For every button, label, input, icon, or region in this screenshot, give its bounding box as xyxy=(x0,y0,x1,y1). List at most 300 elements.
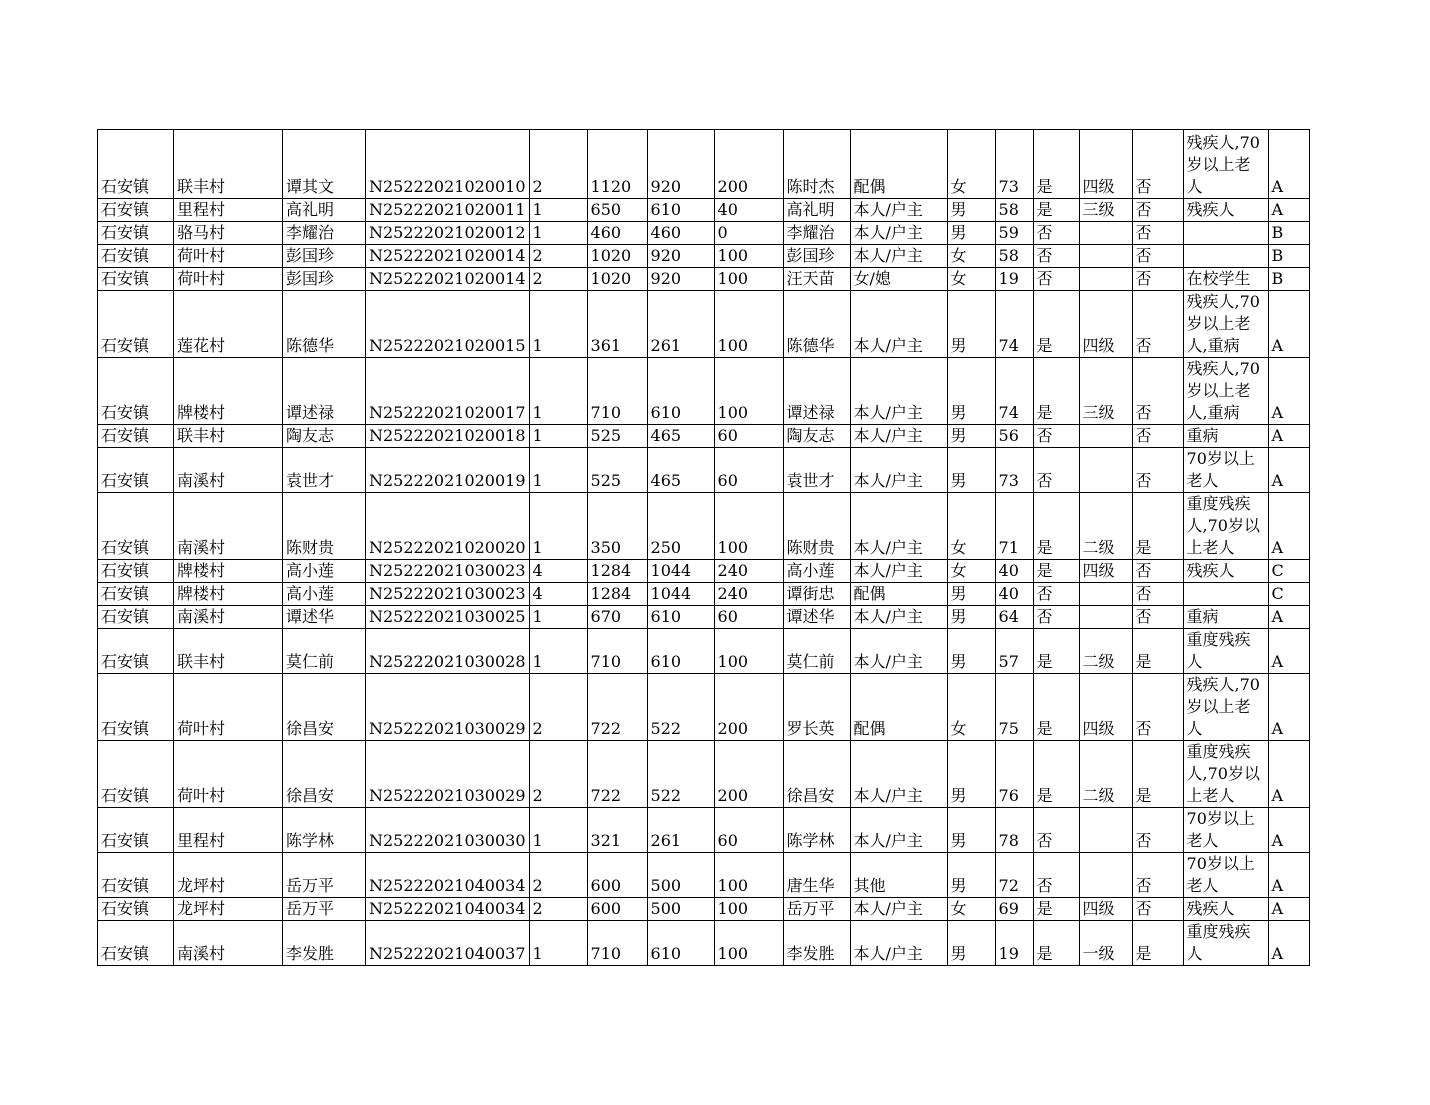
gender-cell: 男 xyxy=(947,741,995,808)
disability-level-cell: 四级 xyxy=(1079,291,1132,358)
household-size-cell: 1 xyxy=(529,606,587,629)
category-note-cell xyxy=(1183,583,1268,606)
severe-flag-cell: 是 xyxy=(1132,629,1183,674)
category-note-cell: 残疾人 xyxy=(1183,898,1268,921)
subtotal-cell: 1044 xyxy=(647,583,714,606)
member-name-cell: 汪天苗 xyxy=(783,268,850,291)
subtotal-cell: 920 xyxy=(647,245,714,268)
gender-cell: 男 xyxy=(947,583,995,606)
town-cell: 石安镇 xyxy=(98,291,174,358)
category-note-cell: 残疾人 xyxy=(1183,560,1268,583)
category-note-cell: 重病 xyxy=(1183,425,1268,448)
severe-flag-cell: 是 xyxy=(1132,741,1183,808)
disabled-flag-cell: 是 xyxy=(1033,291,1079,358)
household-size-cell: 1 xyxy=(529,199,587,222)
grade-cell: C xyxy=(1268,560,1309,583)
town-cell: 石安镇 xyxy=(98,448,174,493)
household-id-cell: N25222021020019 xyxy=(366,448,530,493)
member-name-cell: 罗长英 xyxy=(783,674,850,741)
severe-flag-cell: 否 xyxy=(1132,448,1183,493)
household-size-cell: 4 xyxy=(529,560,587,583)
town-cell: 石安镇 xyxy=(98,898,174,921)
household-id-cell: N25222021040037 xyxy=(366,921,530,966)
village-cell: 龙坪村 xyxy=(174,898,283,921)
village-cell: 联丰村 xyxy=(174,425,283,448)
severe-flag-cell: 是 xyxy=(1132,493,1183,560)
gender-cell: 女 xyxy=(947,560,995,583)
severe-flag-cell: 否 xyxy=(1132,222,1183,245)
village-cell: 南溪村 xyxy=(174,921,283,966)
subsidy-cell: 100 xyxy=(714,921,783,966)
town-cell: 石安镇 xyxy=(98,606,174,629)
subtotal-cell: 460 xyxy=(647,222,714,245)
village-cell: 南溪村 xyxy=(174,606,283,629)
household-id-cell: N25222021030030 xyxy=(366,808,530,853)
disabled-flag-cell: 否 xyxy=(1033,606,1079,629)
table-row xyxy=(98,853,1310,898)
age-cell: 40 xyxy=(995,583,1033,606)
village-cell: 南溪村 xyxy=(174,493,283,560)
grade-cell: A xyxy=(1268,808,1309,853)
gender-cell: 男 xyxy=(947,425,995,448)
town-cell: 石安镇 xyxy=(98,674,174,741)
household-size-cell: 1 xyxy=(529,921,587,966)
subsidy-cell: 60 xyxy=(714,606,783,629)
total-cell: 1020 xyxy=(587,245,647,268)
severe-flag-cell: 否 xyxy=(1132,130,1183,199)
disability-level-cell xyxy=(1079,583,1132,606)
household-id-cell: N25222021020014 xyxy=(366,268,530,291)
gender-cell: 女 xyxy=(947,245,995,268)
disabled-flag-cell: 否 xyxy=(1033,245,1079,268)
grade-cell: A xyxy=(1268,629,1309,674)
disability-level-cell xyxy=(1079,808,1132,853)
grade-cell: A xyxy=(1268,674,1309,741)
table-row xyxy=(98,921,1310,966)
household-id-cell: N25222021030029 xyxy=(366,741,530,808)
gender-cell: 男 xyxy=(947,448,995,493)
disability-level-cell: 四级 xyxy=(1079,130,1132,199)
grade-cell: C xyxy=(1268,583,1309,606)
town-cell: 石安镇 xyxy=(98,199,174,222)
disability-level-cell: 三级 xyxy=(1079,199,1132,222)
grade-cell: A xyxy=(1268,358,1309,425)
town-cell: 石安镇 xyxy=(98,425,174,448)
household-id-cell: N25222021020018 xyxy=(366,425,530,448)
subsidy-cell: 100 xyxy=(714,493,783,560)
disabled-flag-cell: 否 xyxy=(1033,425,1079,448)
category-note-cell: 重度残疾人 xyxy=(1183,921,1268,966)
category-note-cell: 残疾人 xyxy=(1183,199,1268,222)
disabled-flag-cell: 否 xyxy=(1033,448,1079,493)
householder-cell: 岳万平 xyxy=(283,898,366,921)
table-row xyxy=(98,493,1310,560)
grade-cell: A xyxy=(1268,493,1309,560)
grade-cell: A xyxy=(1268,606,1309,629)
severe-flag-cell: 否 xyxy=(1132,199,1183,222)
disabled-flag-cell: 否 xyxy=(1033,222,1079,245)
subsidy-cell: 100 xyxy=(714,629,783,674)
member-name-cell: 陈德华 xyxy=(783,291,850,358)
household-size-cell: 1 xyxy=(529,222,587,245)
householder-cell: 陈德华 xyxy=(283,291,366,358)
disability-level-cell: 二级 xyxy=(1079,629,1132,674)
grade-cell: B xyxy=(1268,245,1309,268)
grade-cell: A xyxy=(1268,921,1309,966)
householder-cell: 李发胜 xyxy=(283,921,366,966)
householder-cell: 徐昌安 xyxy=(283,741,366,808)
household-size-cell: 2 xyxy=(529,268,587,291)
table-row xyxy=(98,898,1310,921)
member-name-cell: 陈财贵 xyxy=(783,493,850,560)
age-cell: 57 xyxy=(995,629,1033,674)
relation-cell: 本人/户主 xyxy=(850,921,947,966)
town-cell: 石安镇 xyxy=(98,921,174,966)
table-row xyxy=(98,291,1310,358)
gender-cell: 男 xyxy=(947,853,995,898)
disability-level-cell: 一级 xyxy=(1079,921,1132,966)
subtotal-cell: 465 xyxy=(647,425,714,448)
disability-level-cell xyxy=(1079,222,1132,245)
disability-level-cell xyxy=(1079,245,1132,268)
relation-cell: 本人/户主 xyxy=(850,222,947,245)
subsidy-cell: 60 xyxy=(714,808,783,853)
village-cell: 荷叶村 xyxy=(174,741,283,808)
household-id-cell: N25222021030023 xyxy=(366,583,530,606)
severe-flag-cell: 否 xyxy=(1132,808,1183,853)
gender-cell: 女 xyxy=(947,898,995,921)
total-cell: 1284 xyxy=(587,560,647,583)
subsidy-cell: 100 xyxy=(714,853,783,898)
age-cell: 74 xyxy=(995,358,1033,425)
relation-cell: 其他 xyxy=(850,853,947,898)
household-id-cell: N25222021020010 xyxy=(366,130,530,199)
village-cell: 联丰村 xyxy=(174,629,283,674)
householder-cell: 岳万平 xyxy=(283,853,366,898)
gender-cell: 女 xyxy=(947,674,995,741)
total-cell: 710 xyxy=(587,358,647,425)
relation-cell: 本人/户主 xyxy=(850,808,947,853)
household-size-cell: 1 xyxy=(529,425,587,448)
village-cell: 荷叶村 xyxy=(174,245,283,268)
age-cell: 58 xyxy=(995,199,1033,222)
subtotal-cell: 500 xyxy=(647,898,714,921)
total-cell: 710 xyxy=(587,629,647,674)
total-cell: 722 xyxy=(587,674,647,741)
household-size-cell: 2 xyxy=(529,674,587,741)
relation-cell: 本人/户主 xyxy=(850,493,947,560)
relation-cell: 本人/户主 xyxy=(850,199,947,222)
relation-cell: 本人/户主 xyxy=(850,741,947,808)
grade-cell: B xyxy=(1268,222,1309,245)
age-cell: 19 xyxy=(995,921,1033,966)
relation-cell: 配偶 xyxy=(850,130,947,199)
gender-cell: 男 xyxy=(947,291,995,358)
household-size-cell: 2 xyxy=(529,130,587,199)
subtotal-cell: 261 xyxy=(647,291,714,358)
disabled-flag-cell: 否 xyxy=(1033,808,1079,853)
village-cell: 联丰村 xyxy=(174,130,283,199)
disability-level-cell: 四级 xyxy=(1079,560,1132,583)
grade-cell: B xyxy=(1268,268,1309,291)
total-cell: 1020 xyxy=(587,268,647,291)
table-row xyxy=(98,583,1310,606)
household-id-cell: N25222021030028 xyxy=(366,629,530,674)
gender-cell: 女 xyxy=(947,268,995,291)
grade-cell: A xyxy=(1268,291,1309,358)
householder-cell: 李耀治 xyxy=(283,222,366,245)
disability-level-cell xyxy=(1079,268,1132,291)
householder-cell: 陈财贵 xyxy=(283,493,366,560)
subtotal-cell: 610 xyxy=(647,629,714,674)
age-cell: 72 xyxy=(995,853,1033,898)
householder-cell: 谭述华 xyxy=(283,606,366,629)
town-cell: 石安镇 xyxy=(98,493,174,560)
gender-cell: 女 xyxy=(947,493,995,560)
subtotal-cell: 610 xyxy=(647,199,714,222)
village-cell: 里程村 xyxy=(174,199,283,222)
category-note-cell: 重度残疾人,70岁以上老人 xyxy=(1183,741,1268,808)
total-cell: 670 xyxy=(587,606,647,629)
householder-cell: 高小莲 xyxy=(283,583,366,606)
table-row xyxy=(98,808,1310,853)
household-size-cell: 1 xyxy=(529,493,587,560)
relation-cell: 女/媳 xyxy=(850,268,947,291)
severe-flag-cell: 否 xyxy=(1132,291,1183,358)
householder-cell: 徐昌安 xyxy=(283,674,366,741)
table-row xyxy=(98,741,1310,808)
category-note-cell: 残疾人,70岁以上老人,重病 xyxy=(1183,358,1268,425)
relation-cell: 本人/户主 xyxy=(850,448,947,493)
subsidy-cell: 100 xyxy=(714,358,783,425)
householder-cell: 袁世才 xyxy=(283,448,366,493)
table-row xyxy=(98,268,1310,291)
village-cell: 牌楼村 xyxy=(174,358,283,425)
householder-cell: 莫仁前 xyxy=(283,629,366,674)
town-cell: 石安镇 xyxy=(98,358,174,425)
town-cell: 石安镇 xyxy=(98,808,174,853)
gender-cell: 男 xyxy=(947,606,995,629)
disabled-flag-cell: 是 xyxy=(1033,130,1079,199)
village-cell: 荷叶村 xyxy=(174,674,283,741)
total-cell: 1120 xyxy=(587,130,647,199)
severe-flag-cell: 否 xyxy=(1132,560,1183,583)
gender-cell: 男 xyxy=(947,199,995,222)
category-note-cell: 残疾人,70岁以上老人 xyxy=(1183,130,1268,199)
grade-cell: A xyxy=(1268,898,1309,921)
disabled-flag-cell: 否 xyxy=(1033,583,1079,606)
category-note-cell: 70岁以上老人 xyxy=(1183,853,1268,898)
gender-cell: 男 xyxy=(947,808,995,853)
household-id-cell: N25222021020014 xyxy=(366,245,530,268)
household-size-cell: 1 xyxy=(529,808,587,853)
relation-cell: 配偶 xyxy=(850,583,947,606)
subsidy-cell: 60 xyxy=(714,425,783,448)
village-cell: 骆马村 xyxy=(174,222,283,245)
subsidy-cell: 200 xyxy=(714,741,783,808)
disabled-flag-cell: 是 xyxy=(1033,199,1079,222)
member-name-cell: 彭国珍 xyxy=(783,245,850,268)
village-cell: 荷叶村 xyxy=(174,268,283,291)
grade-cell: A xyxy=(1268,425,1309,448)
category-note-cell: 70岁以上老人 xyxy=(1183,808,1268,853)
total-cell: 350 xyxy=(587,493,647,560)
grade-cell: A xyxy=(1268,130,1309,199)
subtotal-cell: 610 xyxy=(647,358,714,425)
household-id-cell: N25222021020020 xyxy=(366,493,530,560)
town-cell: 石安镇 xyxy=(98,853,174,898)
disabled-flag-cell: 是 xyxy=(1033,674,1079,741)
severe-flag-cell: 是 xyxy=(1132,921,1183,966)
relation-cell: 本人/户主 xyxy=(850,291,947,358)
subtotal-cell: 500 xyxy=(647,853,714,898)
age-cell: 56 xyxy=(995,425,1033,448)
table-row xyxy=(98,674,1310,741)
subsidy-cell: 60 xyxy=(714,448,783,493)
member-name-cell: 谭述华 xyxy=(783,606,850,629)
severe-flag-cell: 否 xyxy=(1132,245,1183,268)
member-name-cell: 唐生华 xyxy=(783,853,850,898)
table-row xyxy=(98,629,1310,674)
member-name-cell: 高礼明 xyxy=(783,199,850,222)
household-id-cell: N25222021020011 xyxy=(366,199,530,222)
village-cell: 龙坪村 xyxy=(174,853,283,898)
householder-cell: 陶友志 xyxy=(283,425,366,448)
subsidy-cell: 100 xyxy=(714,268,783,291)
relation-cell: 本人/户主 xyxy=(850,629,947,674)
total-cell: 722 xyxy=(587,741,647,808)
member-name-cell: 谭述禄 xyxy=(783,358,850,425)
household-size-cell: 1 xyxy=(529,291,587,358)
category-note-cell: 重度残疾人 xyxy=(1183,629,1268,674)
town-cell: 石安镇 xyxy=(98,629,174,674)
disabled-flag-cell: 是 xyxy=(1033,560,1079,583)
subsidy-cell: 100 xyxy=(714,898,783,921)
household-id-cell: N25222021030025 xyxy=(366,606,530,629)
village-cell: 牌楼村 xyxy=(174,583,283,606)
household-size-cell: 1 xyxy=(529,358,587,425)
subtotal-cell: 610 xyxy=(647,921,714,966)
member-name-cell: 陈学林 xyxy=(783,808,850,853)
household-id-cell: N25222021030029 xyxy=(366,674,530,741)
total-cell: 460 xyxy=(587,222,647,245)
age-cell: 40 xyxy=(995,560,1033,583)
relation-cell: 本人/户主 xyxy=(850,898,947,921)
grade-cell: A xyxy=(1268,448,1309,493)
relation-cell: 本人/户主 xyxy=(850,606,947,629)
subsidy-cell: 0 xyxy=(714,222,783,245)
gender-cell: 男 xyxy=(947,921,995,966)
age-cell: 64 xyxy=(995,606,1033,629)
householder-cell: 陈学林 xyxy=(283,808,366,853)
disability-level-cell xyxy=(1079,448,1132,493)
subtotal-cell: 920 xyxy=(647,130,714,199)
category-note-cell: 重度残疾人,70岁以上老人 xyxy=(1183,493,1268,560)
total-cell: 525 xyxy=(587,448,647,493)
severe-flag-cell: 否 xyxy=(1132,358,1183,425)
relation-cell: 本人/户主 xyxy=(850,245,947,268)
disability-level-cell: 四级 xyxy=(1079,898,1132,921)
member-name-cell: 陶友志 xyxy=(783,425,850,448)
disabled-flag-cell: 是 xyxy=(1033,493,1079,560)
age-cell: 76 xyxy=(995,741,1033,808)
total-cell: 1284 xyxy=(587,583,647,606)
household-id-cell: N25222021040034 xyxy=(366,898,530,921)
subtotal-cell: 522 xyxy=(647,674,714,741)
age-cell: 73 xyxy=(995,448,1033,493)
disability-level-cell: 四级 xyxy=(1079,674,1132,741)
age-cell: 78 xyxy=(995,808,1033,853)
age-cell: 74 xyxy=(995,291,1033,358)
relation-cell: 本人/户主 xyxy=(850,425,947,448)
subtotal-cell: 261 xyxy=(647,808,714,853)
subsidy-cell: 100 xyxy=(714,245,783,268)
household-size-cell: 2 xyxy=(529,245,587,268)
total-cell: 600 xyxy=(587,853,647,898)
subtotal-cell: 1044 xyxy=(647,560,714,583)
table-row xyxy=(98,358,1310,425)
disability-level-cell xyxy=(1079,425,1132,448)
household-size-cell: 2 xyxy=(529,741,587,808)
total-cell: 361 xyxy=(587,291,647,358)
category-note-cell: 70岁以上老人 xyxy=(1183,448,1268,493)
category-note-cell: 残疾人,70岁以上老人,重病 xyxy=(1183,291,1268,358)
subsidy-cell: 240 xyxy=(714,560,783,583)
disability-level-cell: 二级 xyxy=(1079,493,1132,560)
household-id-cell: N25222021020015 xyxy=(366,291,530,358)
subsidy-cell: 100 xyxy=(714,291,783,358)
disability-level-cell: 二级 xyxy=(1079,741,1132,808)
age-cell: 71 xyxy=(995,493,1033,560)
village-cell: 牌楼村 xyxy=(174,560,283,583)
disabled-flag-cell: 是 xyxy=(1033,358,1079,425)
age-cell: 59 xyxy=(995,222,1033,245)
member-name-cell: 谭街忠 xyxy=(783,583,850,606)
age-cell: 19 xyxy=(995,268,1033,291)
category-note-cell xyxy=(1183,222,1268,245)
gender-cell: 女 xyxy=(947,130,995,199)
subsidy-cell: 200 xyxy=(714,674,783,741)
household-id-cell: N25222021040034 xyxy=(366,853,530,898)
subtotal-cell: 250 xyxy=(647,493,714,560)
householder-cell: 彭国珍 xyxy=(283,268,366,291)
household-id-cell: N25222021030023 xyxy=(366,560,530,583)
subsidy-cell: 200 xyxy=(714,130,783,199)
table-row xyxy=(98,245,1310,268)
householder-cell: 谭其文 xyxy=(283,130,366,199)
disability-level-cell: 三级 xyxy=(1079,358,1132,425)
relation-cell: 本人/户主 xyxy=(850,358,947,425)
member-name-cell: 李耀治 xyxy=(783,222,850,245)
village-cell: 南溪村 xyxy=(174,448,283,493)
town-cell: 石安镇 xyxy=(98,130,174,199)
subsidy-cell: 240 xyxy=(714,583,783,606)
category-note-cell: 残疾人,70岁以上老人 xyxy=(1183,674,1268,741)
table-row xyxy=(98,130,1310,199)
grade-cell: A xyxy=(1268,741,1309,808)
severe-flag-cell: 否 xyxy=(1132,674,1183,741)
disability-level-cell xyxy=(1079,853,1132,898)
subtotal-cell: 610 xyxy=(647,606,714,629)
householder-cell: 高礼明 xyxy=(283,199,366,222)
grade-cell: A xyxy=(1268,853,1309,898)
table-row xyxy=(98,448,1310,493)
grade-cell: A xyxy=(1268,199,1309,222)
total-cell: 710 xyxy=(587,921,647,966)
table-row xyxy=(98,425,1310,448)
householder-cell: 彭国珍 xyxy=(283,245,366,268)
town-cell: 石安镇 xyxy=(98,741,174,808)
